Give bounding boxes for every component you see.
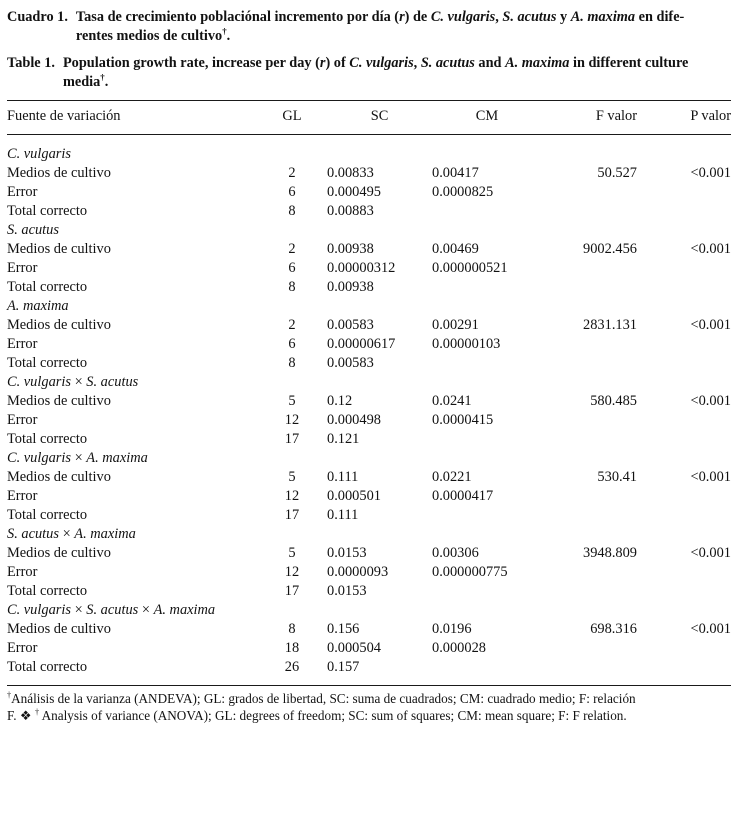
cell-gl: 2 — [288, 241, 296, 257]
table-row — [7, 183, 731, 202]
cell-p — [637, 335, 731, 354]
table-row — [7, 544, 731, 563]
cell-gl: 17 — [284, 583, 300, 599]
table-row — [7, 164, 731, 183]
cell-gl: 26 — [284, 659, 300, 675]
cell-p — [637, 658, 731, 686]
cell-sc: 0.111 — [327, 507, 359, 523]
table-row — [7, 487, 731, 506]
cell-cm — [432, 278, 542, 297]
table-row — [7, 202, 731, 221]
cell-gl: 12 — [284, 412, 300, 428]
cell-f: 9002.456 — [583, 241, 637, 257]
caption-english-text: Population growth rate, increase per day (r) of C. vulgaris, S. acutus and A. maxima in different culture media†. — [62, 55, 689, 90]
cell-gl: 6 — [288, 184, 296, 200]
row-label: Error — [7, 488, 38, 504]
caption-english-label: Table 1. — [7, 55, 55, 71]
section-title-row — [7, 601, 731, 620]
cell-cm — [432, 582, 542, 601]
cell-cm — [432, 658, 542, 686]
row-label: Error — [7, 640, 38, 656]
cell-p — [637, 259, 731, 278]
table-row — [7, 620, 731, 639]
cell-sc: 0.00938 — [327, 241, 374, 257]
cell-sc: 0.00583 — [327, 317, 374, 333]
table-row — [7, 468, 731, 487]
cell-p — [637, 639, 731, 658]
table-row — [7, 278, 731, 297]
cell-f — [542, 335, 637, 354]
table-row — [7, 316, 731, 335]
cell-sc: 0.000498 — [327, 412, 381, 428]
cell-f — [542, 259, 637, 278]
cell-cm: 0.0241 — [432, 393, 472, 409]
table-row — [7, 639, 731, 658]
caption-spanish — [7, 8, 731, 46]
table-row — [7, 658, 731, 686]
cell-f — [542, 278, 637, 297]
row-label: Error — [7, 260, 38, 276]
cell-sc: 0.000495 — [327, 184, 381, 200]
table-row — [7, 335, 731, 354]
cell-gl: 8 — [288, 621, 296, 637]
cell-p: <0.001 — [690, 393, 731, 409]
table-row — [7, 582, 731, 601]
cell-p — [637, 411, 731, 430]
caption-spanish-text: Tasa de crecimiento poblaciónal incremento por día (r) de C. vulgaris, S. acutus y A. maxima en dife- rentes medios de cultivo†. — [75, 9, 685, 44]
section-title-row — [7, 525, 731, 544]
cell-f — [542, 354, 637, 373]
row-label: Total correcto — [7, 583, 88, 599]
cell-p — [637, 582, 731, 601]
section-title-row — [7, 297, 731, 316]
caption-spanish-label: Cuadro 1. — [7, 9, 68, 25]
table-row — [7, 354, 731, 373]
table-row — [7, 240, 731, 259]
cell-gl: 5 — [288, 469, 296, 485]
row-label: Total correcto — [7, 355, 88, 371]
section-title: C. vulgaris × S. acutus × A. maxima — [7, 602, 216, 618]
cell-f — [542, 563, 637, 582]
cell-sc: 0.00000312 — [327, 260, 396, 276]
cell-sc: 0.00583 — [327, 355, 374, 371]
cell-gl: 5 — [288, 393, 296, 409]
cell-p: <0.001 — [690, 317, 731, 333]
row-label: Total correcto — [7, 507, 88, 523]
table-footnote: †Análisis de la varianza (ANDEVA); GL: grados de libertad, SC: suma de cuadrados; CM: cuadrado medio; F: relación F. ❖ † Analysis of variance (ANOVA); GL: degrees of freedom; SC: sum of squares; CM: mean square; F: F relation. — [7, 690, 636, 723]
cell-gl: 17 — [284, 507, 300, 523]
cell-p — [637, 278, 731, 297]
row-label: Total correcto — [7, 279, 88, 295]
cell-cm: 0.0196 — [432, 621, 472, 637]
cell-sc: 0.00883 — [327, 203, 374, 219]
cell-sc: 0.000504 — [327, 640, 381, 656]
table-row — [7, 563, 731, 582]
section-title-row — [7, 221, 731, 240]
cell-f: 698.316 — [590, 621, 637, 637]
cell-p: <0.001 — [690, 545, 731, 561]
table-row — [7, 506, 731, 525]
cell-cm — [432, 202, 542, 221]
row-label: Medios de cultivo — [7, 165, 111, 181]
cell-cm: 0.000000521 — [432, 260, 508, 276]
cell-p — [637, 563, 731, 582]
table-row — [7, 259, 731, 278]
section-title: C. vulgaris — [7, 146, 71, 162]
header-row — [7, 101, 731, 135]
cell-gl: 8 — [288, 279, 296, 295]
cell-sc: 0.00938 — [327, 279, 374, 295]
cell-cm: 0.000000775 — [432, 564, 508, 580]
cell-f — [542, 582, 637, 601]
cell-p — [637, 354, 731, 373]
row-label: Total correcto — [7, 659, 88, 675]
caption-english — [7, 54, 731, 92]
cell-gl: 12 — [284, 564, 300, 580]
cell-p — [637, 202, 731, 221]
cell-gl: 5 — [288, 545, 296, 561]
row-label: Medios de cultivo — [7, 469, 111, 485]
row-label: Error — [7, 184, 38, 200]
cell-f — [542, 639, 637, 658]
cell-f — [542, 430, 637, 449]
cell-cm: 0.00291 — [432, 317, 479, 333]
cell-f — [542, 411, 637, 430]
section-title: S. acutus × A. maxima — [7, 526, 136, 542]
anova-table — [7, 100, 731, 686]
cell-gl: 8 — [288, 355, 296, 371]
section-title-row — [7, 373, 731, 392]
cell-cm: 0.000028 — [432, 640, 486, 656]
row-label: Total correcto — [7, 431, 88, 447]
cell-cm: 0.0221 — [432, 469, 472, 485]
cell-f: 530.41 — [597, 469, 637, 485]
cell-gl: 12 — [284, 488, 300, 504]
table-row — [7, 392, 731, 411]
table-body — [7, 135, 731, 686]
cell-sc: 0.0153 — [327, 583, 367, 599]
row-label: Medios de cultivo — [7, 621, 111, 637]
cell-gl: 17 — [284, 431, 300, 447]
cell-gl: 6 — [288, 260, 296, 276]
col-header-f: F valor — [542, 101, 637, 135]
cell-sc: 0.157 — [327, 659, 360, 675]
cell-p: <0.001 — [690, 469, 731, 485]
cell-sc: 0.111 — [327, 469, 359, 485]
cell-f — [542, 506, 637, 525]
cell-cm: 0.00306 — [432, 545, 479, 561]
section-title: C. vulgaris × A. maxima — [7, 450, 148, 466]
cell-cm: 0.0000825 — [432, 184, 494, 200]
cell-p — [637, 430, 731, 449]
cell-sc: 0.000501 — [327, 488, 381, 504]
cell-sc: 0.0153 — [327, 545, 367, 561]
cell-cm: 0.00000103 — [432, 336, 501, 352]
cell-cm — [432, 506, 542, 525]
cell-gl: 2 — [288, 165, 296, 181]
table-row — [7, 430, 731, 449]
section-title: C. vulgaris × S. acutus — [7, 374, 139, 390]
row-label: Medios de cultivo — [7, 241, 111, 257]
cell-p: <0.001 — [690, 621, 731, 637]
cell-sc: 0.00833 — [327, 165, 374, 181]
cell-cm: 0.0000417 — [432, 488, 494, 504]
section-title-row — [7, 135, 731, 165]
cell-cm — [432, 430, 542, 449]
col-header-sc: SC — [327, 101, 432, 135]
row-label: Error — [7, 412, 38, 428]
cell-f — [542, 202, 637, 221]
row-label: Error — [7, 564, 38, 580]
cell-sc: 0.12 — [327, 393, 353, 409]
cell-f: 2831.131 — [583, 317, 637, 333]
cell-sc: 0.0000093 — [327, 564, 389, 580]
cell-f: 50.527 — [597, 165, 637, 181]
cell-gl: 6 — [288, 336, 296, 352]
col-header-p: P valor — [637, 101, 731, 135]
cell-p: <0.001 — [690, 165, 731, 181]
col-header-gl: GL — [257, 101, 327, 135]
row-label: Medios de cultivo — [7, 317, 111, 333]
table-header — [7, 101, 731, 135]
cell-f: 3948.809 — [583, 545, 637, 561]
col-header-cm: CM — [432, 101, 542, 135]
section-title: A. maxima — [7, 298, 69, 314]
section-title: S. acutus — [7, 222, 59, 238]
cell-cm: 0.00469 — [432, 241, 479, 257]
cell-f — [542, 487, 637, 506]
cell-cm — [432, 354, 542, 373]
row-label: Total correcto — [7, 203, 88, 219]
cell-sc: 0.121 — [327, 431, 360, 447]
cell-cm: 0.00417 — [432, 165, 479, 181]
cell-p — [637, 183, 731, 202]
cell-gl: 8 — [288, 203, 296, 219]
row-label: Medios de cultivo — [7, 545, 111, 561]
cell-f — [542, 183, 637, 202]
cell-f: 580.485 — [590, 393, 637, 409]
cell-f — [542, 658, 637, 686]
table-row — [7, 411, 731, 430]
cell-gl: 18 — [284, 640, 300, 656]
cell-sc: 0.156 — [327, 621, 360, 637]
cell-p — [637, 487, 731, 506]
row-label: Medios de cultivo — [7, 393, 111, 409]
col-header-fuente: Fuente de variación — [7, 101, 257, 135]
cell-cm: 0.0000415 — [432, 412, 494, 428]
section-title-row — [7, 449, 731, 468]
cell-sc: 0.00000617 — [327, 336, 396, 352]
cell-gl: 2 — [288, 317, 296, 333]
row-label: Error — [7, 336, 38, 352]
cell-p: <0.001 — [690, 241, 731, 257]
cell-p — [637, 506, 731, 525]
